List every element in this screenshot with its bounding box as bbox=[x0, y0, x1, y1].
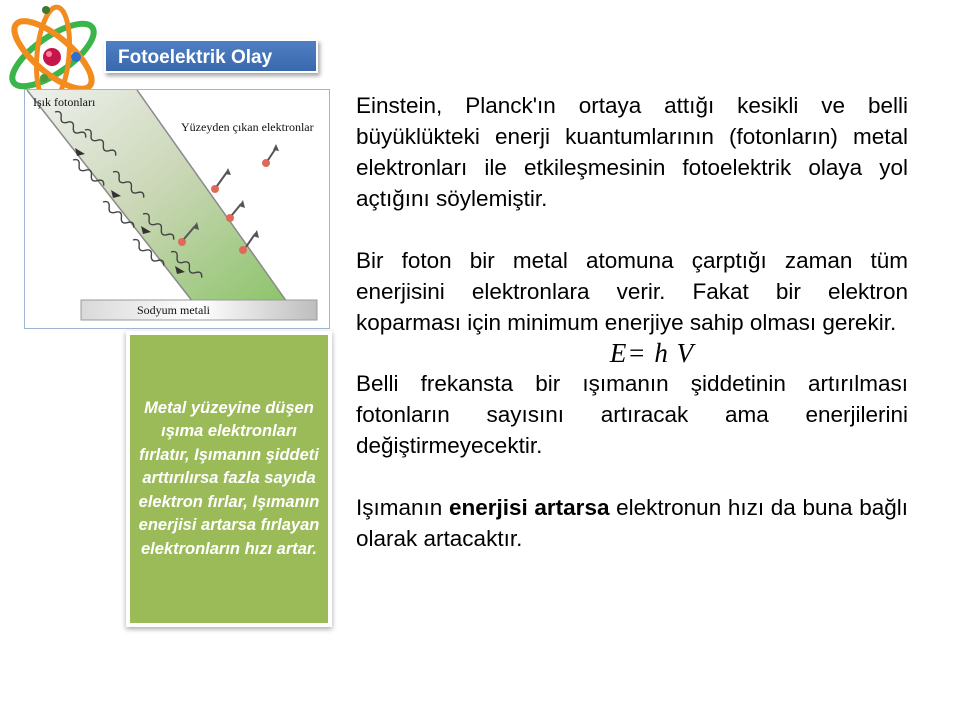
paragraph-4 bbox=[356, 492, 908, 554]
paragraph-1: Einstein, Planck'ın ortaya attığı kesikli ve belli büyüklükteki enerji kuantumlarının (fotonların) metal elektronları ile etkileşmesinin fotoelektrik olaya yol açtığını söylemiştir. bbox=[356, 93, 908, 211]
paragraph-3: Belli frekansta bir ışımanın şiddetinin artırılması fotonların sayısını artıracak ama enerjilerini değiştirmeyecektir. bbox=[356, 371, 908, 458]
callout-text: Metal yüzeyine düşen ışıma elektronları fırlatır, Işımanın şiddeti arttırılırsa fazla sayıda elektron fırlar, Işımanın enerjisi artarsa fırlayan elektronların hızı artar. bbox=[138, 398, 320, 558]
emitted-electrons-label: Yüzeyden çıkan elektronlar bbox=[181, 120, 314, 134]
paragraph-2: Bir foton bir metal atomuna çarptığı zaman tüm enerjisini elektronlara verir. Fakat bir elektron koparması için minimum enerjiye sahip olması gerekir. bbox=[356, 248, 908, 335]
paragraph-4-end: elektronun hızı da buna bağlı olarak artacaktır. bbox=[356, 495, 908, 551]
title-box bbox=[104, 39, 318, 73]
callout-box bbox=[126, 331, 332, 627]
formula: E= h V bbox=[609, 338, 695, 368]
light-photons-label: Işık fotonları bbox=[33, 95, 96, 109]
sodium-metal-label: Sodyum metali bbox=[137, 303, 210, 317]
paragraph-4-emphasis: enerjisi artarsa bbox=[448, 495, 610, 520]
body-text bbox=[356, 90, 908, 554]
photoelectric-illustration bbox=[24, 89, 330, 329]
callout-panel bbox=[130, 335, 328, 623]
page-title: Fotoelektrik Olay bbox=[118, 47, 273, 68]
paragraph-4-start: Işımanın bbox=[356, 495, 449, 520]
